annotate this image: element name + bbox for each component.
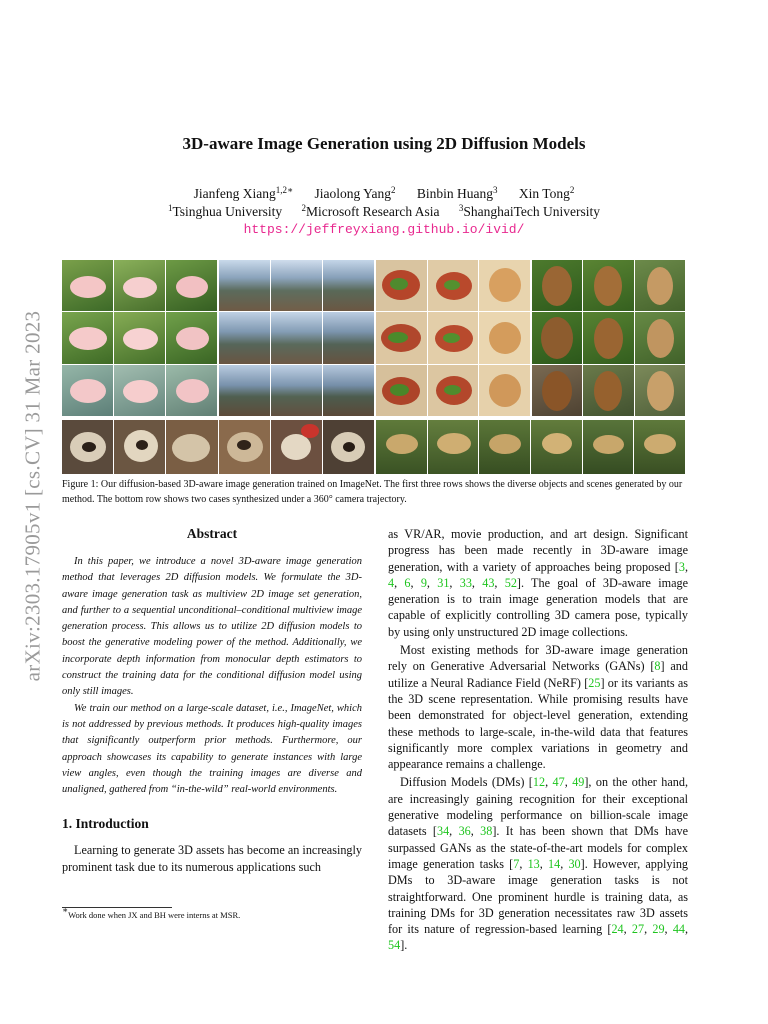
citation-link[interactable]: 49: [572, 775, 585, 790]
author-list: [0, 186, 768, 202]
author: Jianfeng Xiang$^{1,2∗}$: [193, 185, 294, 201]
dog-image: [532, 312, 582, 363]
axolotl-image: [114, 260, 165, 311]
dog-image: [635, 312, 685, 363]
burrito-image: [376, 312, 427, 363]
paper-title: 3D-aware Image Generation using 2D Diffusion Models: [182, 134, 586, 153]
dog-image: [583, 260, 633, 311]
author: Jiaolong Yang$^2$: [314, 185, 396, 201]
axolotl-image: [166, 365, 217, 416]
footnote: ∗Work done when JX and BH were interns at MSR.: [62, 905, 241, 920]
mushroom-image: [376, 420, 427, 474]
abstract-heading: Abstract: [186, 526, 238, 541]
citation-link[interactable]: 8: [654, 659, 661, 674]
citation-link[interactable]: 7: [513, 856, 520, 871]
affiliation: $^2$Microsoft Research Asia: [301, 203, 440, 219]
axolotl-image: [62, 312, 113, 363]
teaser-figure: [62, 260, 685, 474]
dog-image: [583, 312, 633, 363]
axolotl-image: [114, 365, 165, 416]
citation-link[interactable]: 54: [388, 938, 401, 953]
body-paragraph: as VR/AR, movie production, and art design. Significant progress has been made recently in 3D-aware image generation, with a variety of approaches being proposed [3, 4, 6, 9, 31, 33, 43, 52]. The goal of 3D-aware image generation is to train image generation models that are capable of explicitly controlling 3D camera pose, typically by using only unstructured 2D image collections.: [388, 527, 689, 639]
affiliation: $^3$ShanghaiTech University: [458, 203, 601, 219]
right-column: [388, 526, 688, 956]
burrito-image: [479, 312, 530, 363]
affiliation-list: [0, 204, 768, 220]
author: Xin Tong$^2$: [518, 185, 575, 201]
ferret-image: [323, 420, 374, 474]
burrito-panel: [376, 260, 530, 416]
citation-link[interactable]: 47: [552, 775, 565, 790]
mountain-image: [271, 260, 322, 311]
mountain-image: [271, 365, 322, 416]
citation-link[interactable]: 25: [588, 675, 601, 690]
affiliation: $^1$Tsinghua University: [167, 203, 283, 219]
dog-image: [532, 365, 582, 416]
arxiv-stamp-text: arXiv:2303.17905v1 [cs.CV] 31 Mar 2023: [20, 310, 45, 682]
dog-image: [635, 365, 685, 416]
burrito-image: [428, 365, 479, 416]
dog-panel: [532, 260, 685, 416]
author: Binbin Huang$^3$: [416, 185, 498, 201]
citation-link[interactable]: 52: [504, 575, 517, 590]
mushroom-image: [479, 420, 530, 474]
citation-link[interactable]: 14: [548, 856, 561, 871]
burrito-image: [428, 260, 479, 311]
burrito-image: [376, 365, 427, 416]
mountain-image: [323, 365, 374, 416]
footnote-rule: [62, 907, 172, 908]
citation-link[interactable]: 31: [437, 575, 450, 590]
ferret-image: [114, 420, 165, 474]
citation-link[interactable]: 29: [652, 922, 665, 937]
mountain-image: [219, 260, 270, 311]
axolotl-panel: [62, 260, 217, 416]
abstract-paragraph: In this paper, we introduce a novel 3D-aware image generation method that leverages 2D diffusion models. We formulate the 3D-aware image generation task as multiview 2D image set generation, and further to a sequential unconditional–conditional multiview image generation process. This allows us to utilize 2D diffusion models to boost the generative modeling power of the method. Additionally, we incorporate depth information from monocular depth estimators to construct the training data for the conditional diffusion model using only still images.: [62, 556, 362, 698]
burrito-image: [376, 260, 427, 311]
mushroom-panel: [376, 420, 685, 474]
citation-link[interactable]: 27: [631, 922, 645, 937]
mushroom-image: [428, 420, 479, 474]
mushroom-image: [531, 420, 582, 474]
body-paragraph: Most existing methods for 3D-aware image generation rely on Generative Adversarial Networks (GANs) [8] and utilize a Neural Radiance Field (NeRF) [25] or its variants as the 3D scene representation. While promising results have been demonstrated for object-level generation, extending these methods to large-scale, in-the-wild data that features significantly more complex variations in geometry and appearance remains a challenge.: [388, 643, 688, 772]
arxiv-stamp: [10, 268, 56, 724]
mountain-image: [219, 365, 270, 416]
axolotl-image: [166, 260, 217, 311]
axolotl-image: [62, 260, 113, 311]
section-heading: 1. Introduction: [62, 816, 149, 832]
mountain-image: [323, 312, 374, 363]
burrito-image: [428, 312, 479, 363]
body-paragraph: Diffusion Models (DMs) [12, 47, 49], on the other hand, are increasingly gaining recognition for their exceptional generative modeling performance on billion-scale image datasets [34, 36, 38]. It has been shown that DMs have surpassed GANs as the state-of-the-art models for complex image generation tasks [7, 13, 14, 30]. However, applying DMs to 3D-aware image generation tasks is not straightforward. One prominent hurdle is training data, as training DMs for 3D generation necessitates raw 3D assets for its nature of regression-based learning [24, 27, 29, 44, 54].: [388, 775, 689, 953]
dog-image: [583, 365, 633, 416]
citation-link[interactable]: 6: [404, 575, 411, 590]
ferret-image: [219, 420, 270, 474]
burrito-image: [479, 260, 530, 311]
citation-link[interactable]: 24: [611, 922, 624, 937]
axolotl-image: [114, 312, 165, 363]
ferret-panel: [62, 420, 374, 474]
burrito-image: [479, 365, 530, 416]
mountain-panel: [219, 260, 374, 416]
dog-image: [532, 260, 582, 311]
citation-link[interactable]: 4: [388, 575, 395, 590]
citation-link[interactable]: 33: [459, 575, 472, 590]
axolotl-image: [166, 312, 217, 363]
citation-link[interactable]: 43: [482, 575, 495, 590]
abstract-paragraph: We train our method on a large-scale dataset, i.e., ImageNet, which is not addressed by previous methods. It produces high-quality images that significantly outperform prior methods. Furthermore, our approach showcases its capability to generate instances with large view angles, even though the training images are diverse and unaligned, gathered from “in-the-wild” real-world environments.: [62, 702, 362, 796]
mountain-image: [323, 260, 374, 311]
citation-link[interactable]: 13: [527, 856, 540, 871]
citation-link[interactable]: 9: [420, 575, 427, 590]
citation-link[interactable]: 38: [480, 824, 493, 839]
citation-link[interactable]: 36: [458, 824, 471, 839]
figure-caption: Figure 1: Our diffusion-based 3D-aware image generation trained on ImageNet. The first three rows shows the diverse objects and scenes generated by our method. The bottom row shows two cases synthesized under a 360° camera trajectory.: [62, 479, 683, 505]
body-paragraph: Learning to generate 3D assets has become an increasingly prominent task due to its numerous applications such: [62, 843, 362, 874]
dog-image: [635, 260, 685, 311]
citation-link[interactable]: 30: [568, 856, 581, 871]
citation-link[interactable]: 44: [672, 922, 685, 937]
ferret-image: [271, 420, 322, 474]
citation-link[interactable]: 12: [532, 775, 546, 790]
mushroom-image: [634, 420, 685, 474]
left-column: [62, 526, 362, 875]
ferret-image: [166, 420, 217, 474]
mountain-image: [219, 312, 270, 363]
citation-link[interactable]: 3: [678, 559, 685, 574]
mountain-image: [271, 312, 322, 363]
mushroom-image: [583, 420, 634, 474]
ferret-image: [62, 420, 113, 474]
citation-link[interactable]: 34: [436, 824, 450, 839]
axolotl-image: [62, 365, 113, 416]
project-url-link[interactable]: https://jeffreyxiang.github.io/ivid/: [243, 222, 525, 237]
